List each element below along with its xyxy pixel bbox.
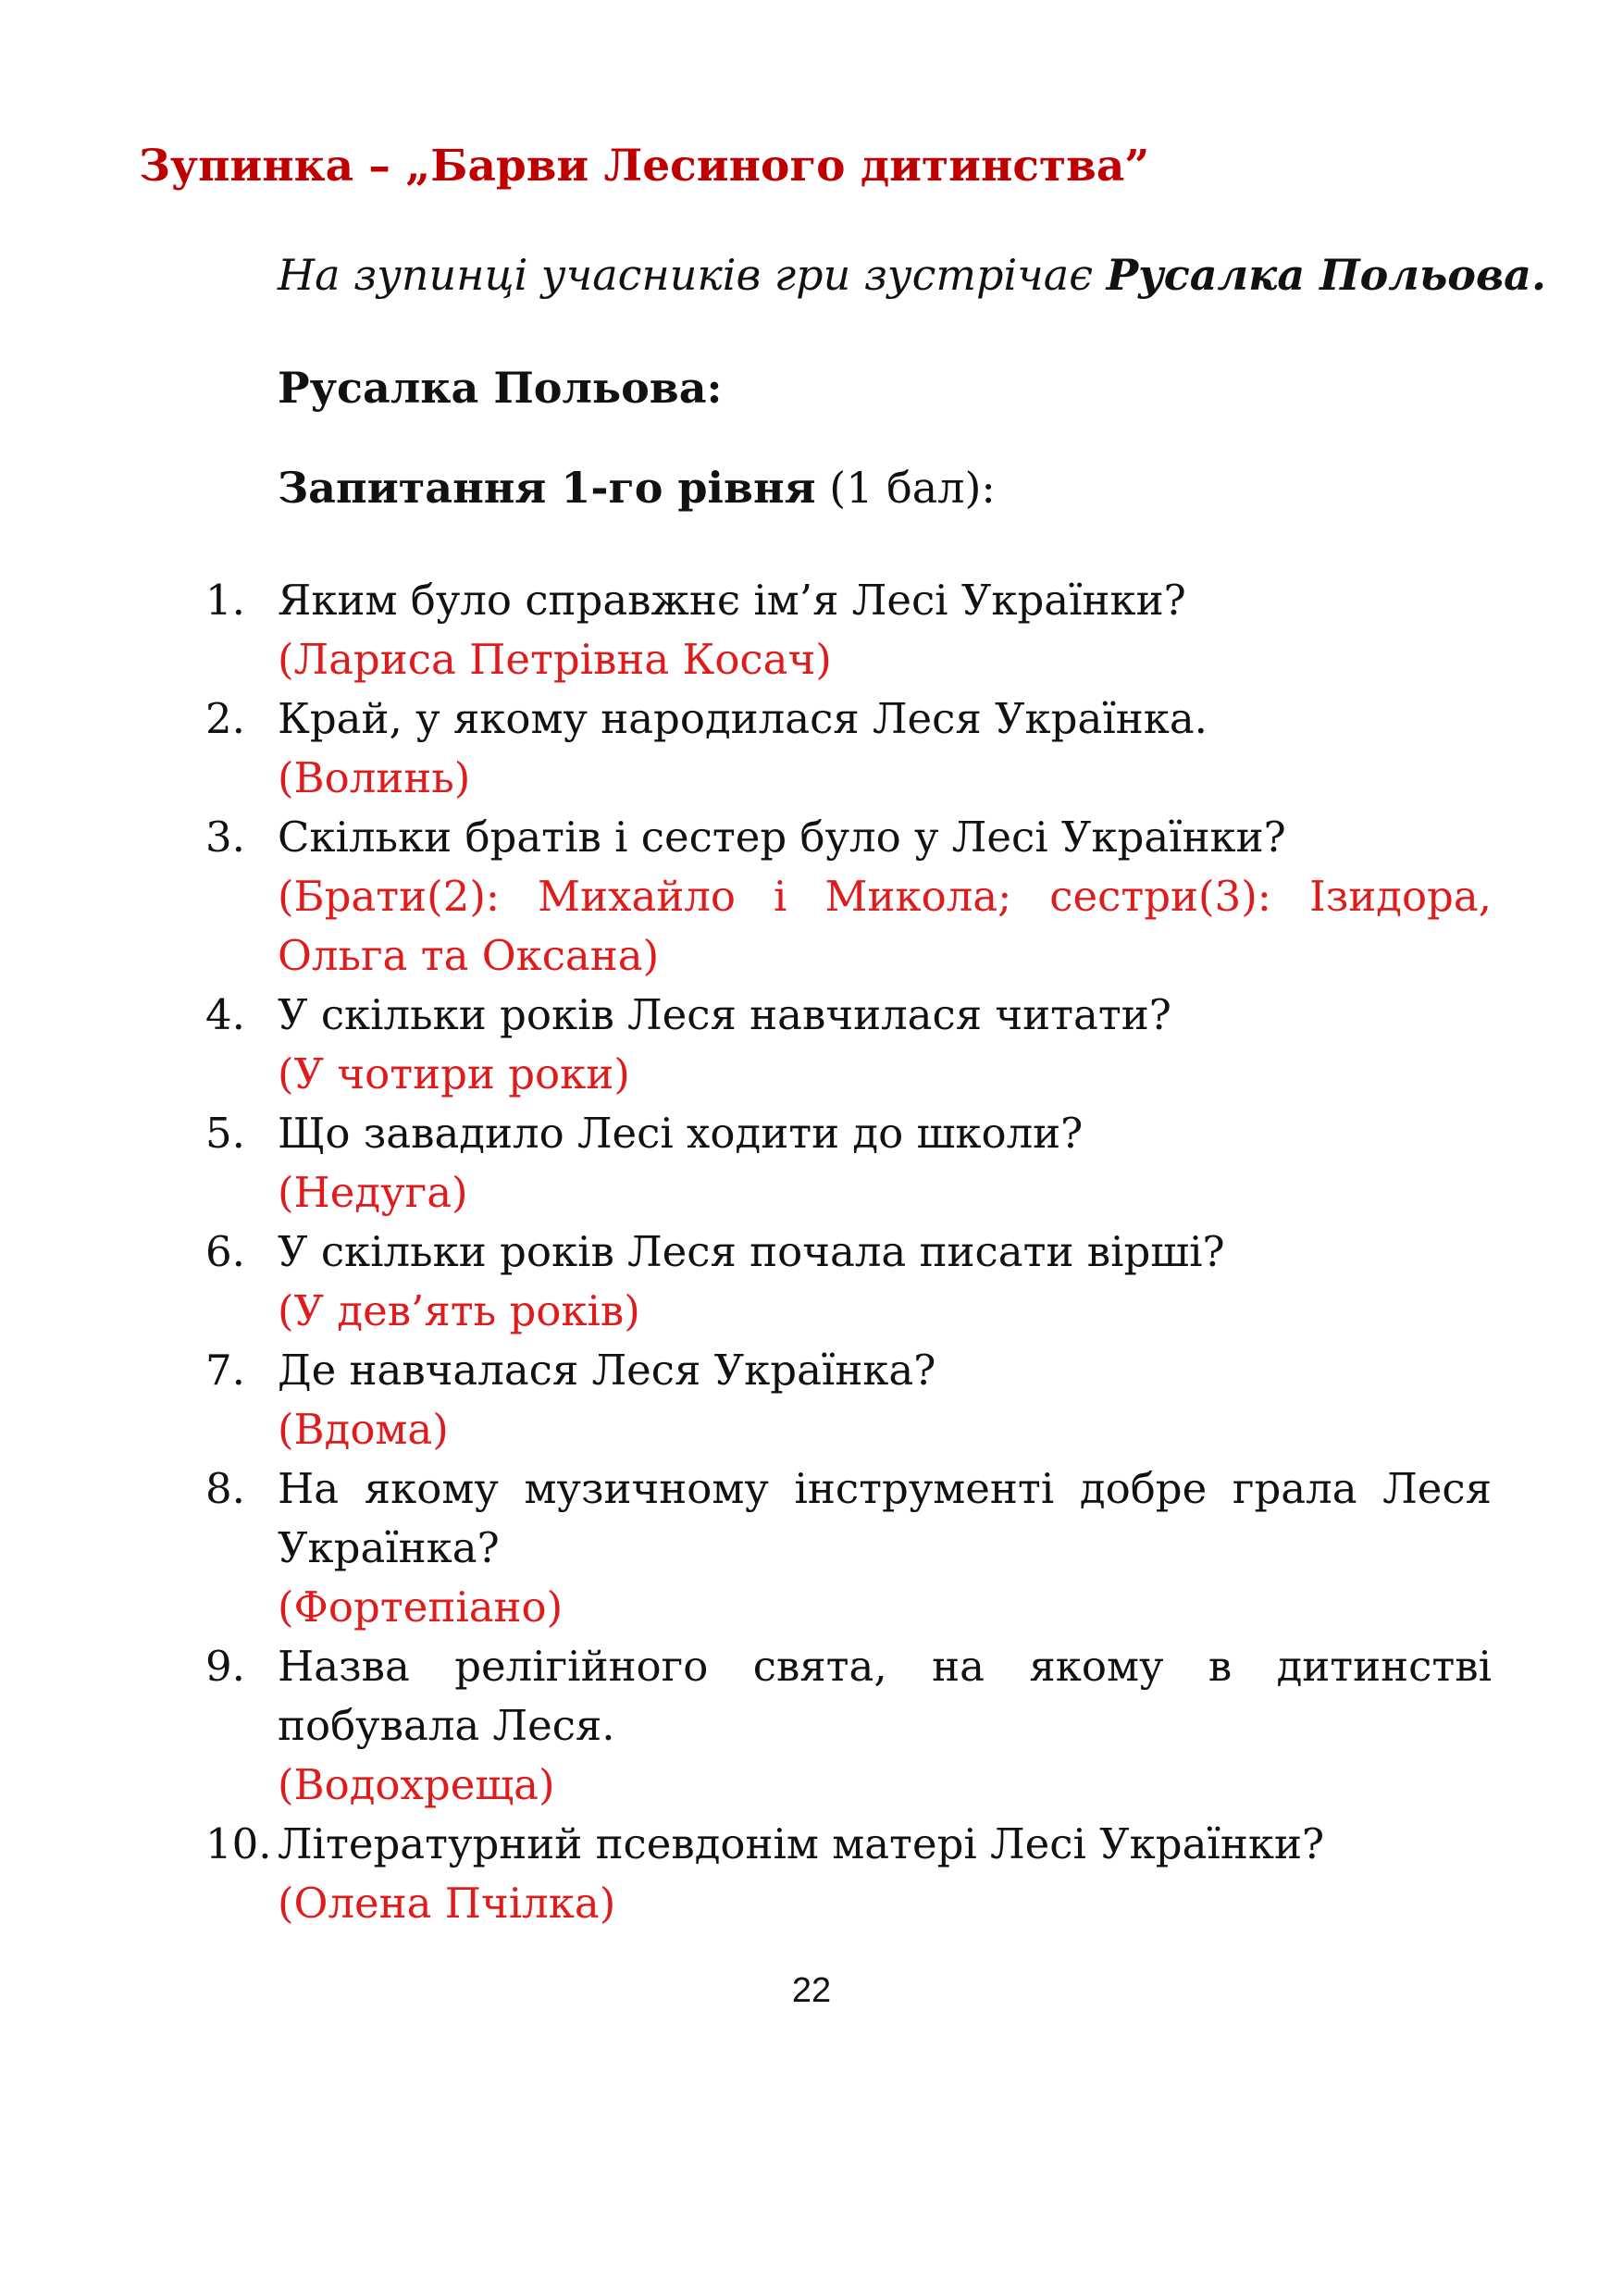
question-item [205,571,1492,689]
answer-text: (У чотири роки) [278,1049,630,1098]
question-text: У скільки років Леся почала писати вірші? [278,1227,1225,1276]
question-item [205,1222,1492,1341]
question-item [205,808,1492,986]
intro-text: На зупинці учасників гри зустрічає [278,250,1107,300]
question-text: Де навчалася Леся Українка? [278,1346,936,1395]
answer-text: (Лариса Петрівна Косач) [278,635,832,684]
question-text: Що завадило Лесі ходити до школи? [278,1109,1084,1158]
level-points: (1 бал): [815,463,996,513]
answer-text: (Вдома) [278,1405,449,1454]
question-item [205,689,1492,808]
question-text: Назва релігійного свята, на якому в дитинстві побувала Леся. [278,1642,1492,1750]
question-text: Скільки братів і сестер було у Лесі Українки? [278,813,1286,862]
intro-paragraph [278,250,1546,300]
answer-text: (У дев’ять років) [278,1286,640,1335]
question-number: 3. [205,813,245,862]
answer-text: (Фортепіано) [278,1582,564,1632]
question-number: 4. [205,990,245,1039]
question-text: Літературний псевдонім матері Лесі Українки? [278,1819,1325,1868]
question-number: 5. [205,1109,245,1158]
answer-text: (Недуга) [278,1168,468,1217]
question-item [205,1104,1492,1222]
question-number: 9. [205,1642,245,1691]
answer-text: (Водохреща) [278,1760,555,1809]
question-text: Край, у якому народилася Леся Українка. [278,694,1208,743]
question-text: Яким було справжнє ім’я Лесі Українки? [278,576,1186,625]
question-item [205,1341,1492,1459]
question-number: 7. [205,1346,245,1395]
question-level [278,463,996,513]
question-number: 6. [205,1227,245,1276]
page-number: 22 [791,1971,832,2010]
question-item [205,1815,1492,1933]
question-number: 1. [205,576,245,625]
question-item [205,986,1492,1104]
question-text: На якому музичному інструменті добре грала Леся Українка? [278,1464,1492,1572]
question-list [205,571,1492,1933]
question-item [205,1637,1492,1815]
question-number: 10. [205,1819,272,1868]
section-heading: Зупинка – „Барви Лесиного дитинства” [139,141,1150,192]
question-item [205,1459,1492,1637]
question-text: У скільки років Леся навчилася читати? [278,990,1171,1039]
level-label: Запитання 1-го рівня [278,463,816,513]
question-number: 2. [205,694,245,743]
answer-text: (Волинь) [278,753,471,802]
answer-text: (Брати(2): Михайло і Микола; сестри(3): Ізидора, Ольга та Оксана) [278,872,1492,980]
intro-character: Русалка Польова. [1106,250,1547,300]
speaker-name: Русалка Польова: [278,363,723,413]
question-number: 8. [205,1464,245,1513]
answer-text: (Олена Пчілка) [278,1879,616,1928]
